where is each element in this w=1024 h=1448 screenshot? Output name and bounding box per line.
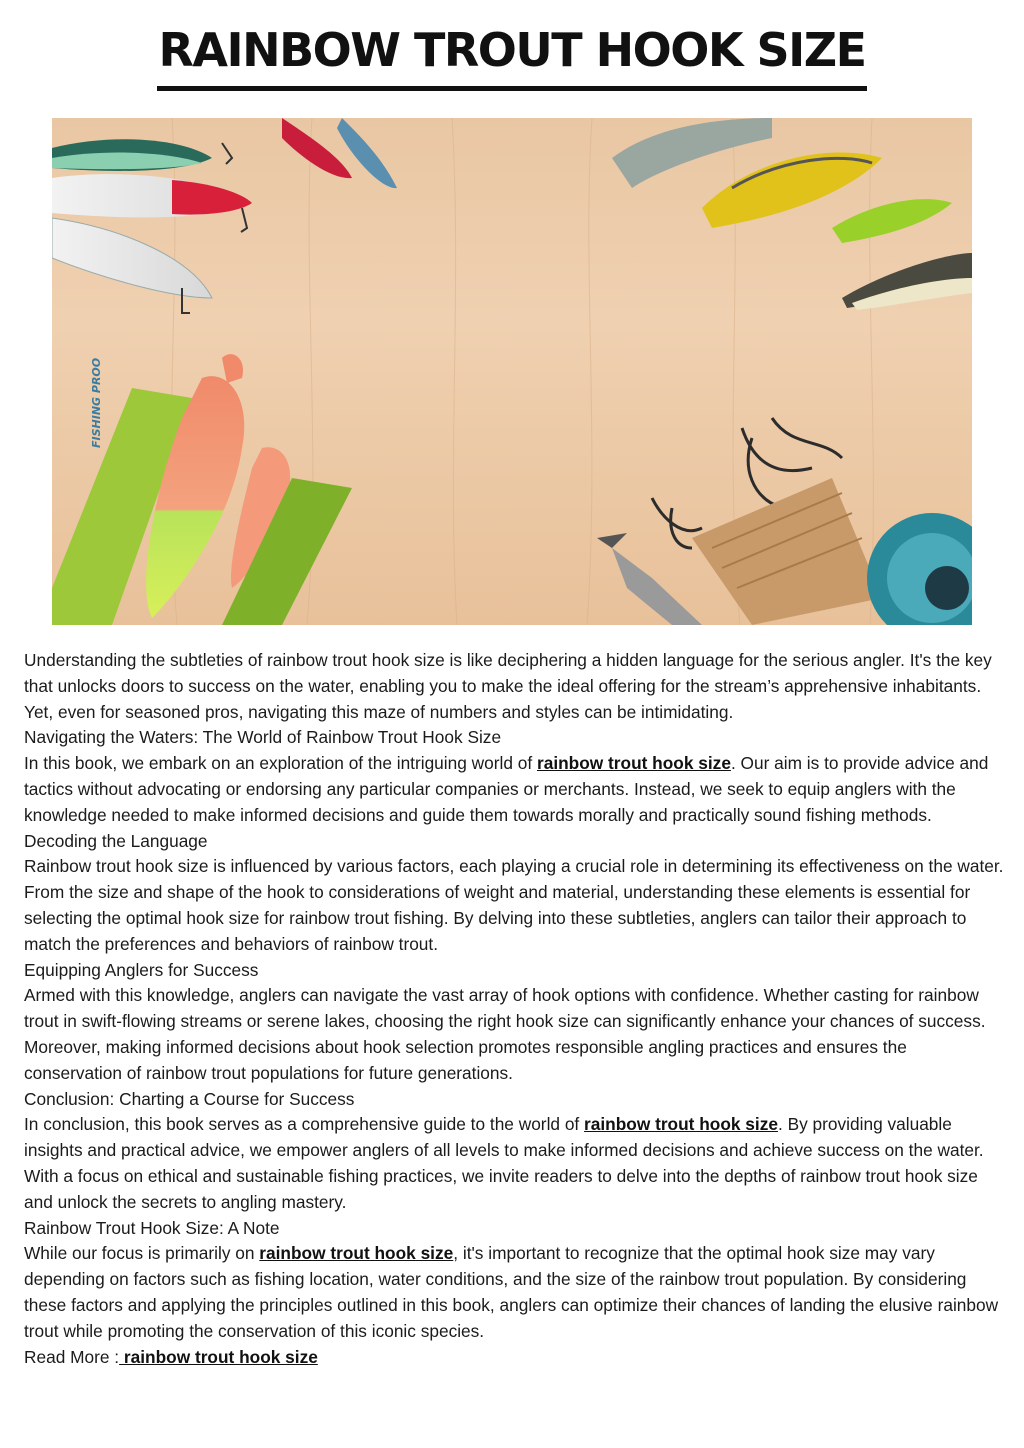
intro-paragraph: Understanding the subtleties of rainbow trout hook size is like deciphering a hidden language for the serious angler. It's the key that unlocks doors to success on the water, enabling you to make the ideal offering for the stream’s apprehensive inhabitants. Yet, even for seasoned pros, navigating this maze of numbers and styles can be intimidating.	[24, 650, 992, 722]
read-more-line	[24, 1345, 1004, 1371]
paragraph-navigating: In this book, we embark on an exploration of the intriguing world of rainbow trout hook size. Our aim is to provide advice and tactics without advocating or endorsing any particular companies or merchants. Instead, we seek to equip anglers with the knowledge needed to make informed decisions and guide them towards morally and practically sound fishing methods.	[24, 753, 989, 825]
article-body	[24, 648, 1004, 1370]
section-heading-conclusion: Conclusion: Charting a Course for Success	[24, 1088, 355, 1109]
lure-right-top	[612, 118, 972, 310]
paragraph-note: While our focus is primarily on rainbow trout hook size, it's important to recognize that the optimal hook size may vary depending on factors such as fishing location, water conditions, and the size of the rainbow trout population. By considering these factors and applying the principles outlined in this book, anglers can optimize their chances of landing the elusive rainbow trout while promoting the conservation of this iconic species.	[24, 1243, 999, 1341]
section-heading-note: Rainbow Trout Hook Size: A Note	[24, 1217, 280, 1238]
paragraph-conclusion: In conclusion, this book serves as a comprehensive guide to the world of rainbow trout hook size. By providing valuable insights and practical advice, we empower anglers of all levels to make informed decisions and achieve success on the water. With a focus on ethical and sustainable fishing practices, we invite readers to delve into the depths of rainbow trout hook size and unlock the secrets to angling mastery.	[24, 1114, 984, 1212]
watermark-text: FISHING PROO	[90, 357, 103, 448]
section-heading-navigating: Navigating the Waters: The World of Rainbow Trout Hook Size	[24, 727, 502, 748]
section-heading-decoding: Decoding the Language	[24, 830, 208, 851]
hero-illustration	[52, 118, 972, 625]
hero-image-fishing-lures	[52, 118, 972, 625]
section-heading-equipping: Equipping Anglers for Success	[24, 959, 259, 980]
fishing-line-spool	[867, 513, 972, 625]
read-more-link[interactable]: rainbow trout hook size	[119, 1346, 318, 1367]
cork-board	[692, 478, 882, 625]
link-rainbow-trout-hook-size-1[interactable]: rainbow trout hook size	[536, 753, 731, 774]
paragraph-decoding: Rainbow trout hook size is influenced by various factors, each playing a crucial role in determining its effectiveness on the water. From the size and shape of the hook to considerations of weight and material, understanding these elements is essential for selecting the optimal hook size for rainbow trout fishing. By delving into these subtleties, anglers can tailor their approach to match the preferences and behaviors of rainbow trout.	[24, 856, 1004, 954]
title-container	[0, 22, 1024, 78]
link-rainbow-trout-hook-size-2[interactable]: rainbow trout hook size	[584, 1114, 778, 1135]
page-title: RAINBOW TROUT HOOK SIZE	[158, 23, 866, 77]
paragraph-equipping: Armed with this knowledge, anglers can navigate the vast array of hook options with confidence. Whether casting for rainbow trout in swift-flowing streams or serene lakes, choosing the right hook size can significantly enhance your chances of success. Moreover, making informed decisions about hook selection promotes responsible angling practices and ensures the conservation of rainbow trout populations for future generations.	[24, 985, 986, 1083]
title-underline	[157, 86, 867, 91]
watermark-logo	[90, 358, 103, 448]
read-more-label: Read More :	[24, 1346, 120, 1367]
link-rainbow-trout-hook-size-3[interactable]: rainbow trout hook size	[259, 1243, 454, 1264]
